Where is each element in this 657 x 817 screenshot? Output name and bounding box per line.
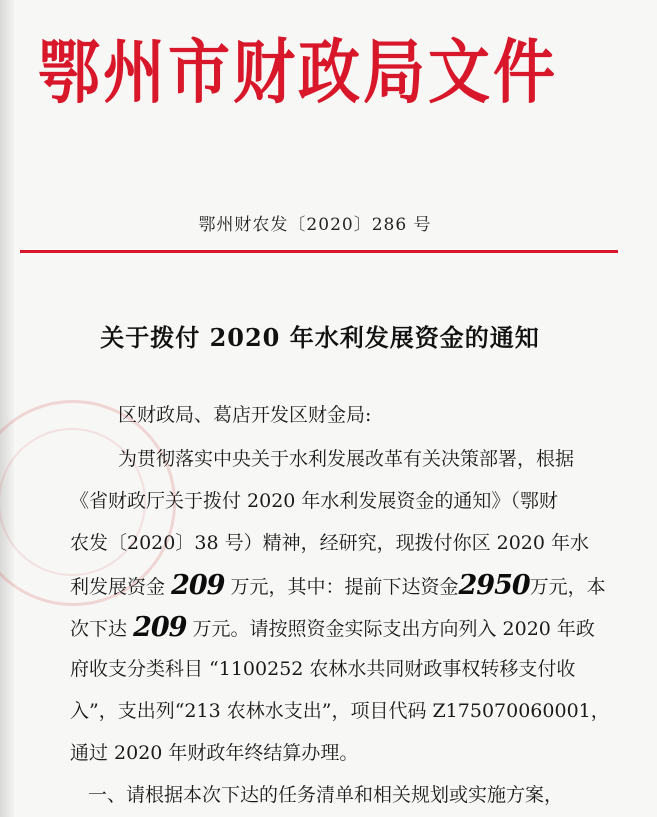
notice-title: 关于拨付 2020 年水利发展资金的通知 xyxy=(100,323,540,352)
body-line-1: 为贯彻落实中央关于水利发展改革有关决策部署，根据 xyxy=(118,448,575,470)
body-line-4-text-b: 万元，其中：提前下达资金 xyxy=(230,576,459,598)
scan-edge-shadow xyxy=(0,0,14,817)
document-number: 鄂州财农发〔2020〕286 号 xyxy=(198,215,432,235)
body-line-3: 农发〔2020〕38 号）精神，经研究，现拨付你区 2020 年水 xyxy=(70,532,590,554)
body-line-2: 《省财政厅关于拨付 2020 年水利发展资金的通知》（鄂财 xyxy=(70,490,558,512)
handwritten-amount-total: 209 xyxy=(171,570,225,601)
red-separator-line xyxy=(20,250,618,253)
body-line-5 xyxy=(70,612,595,642)
handwritten-amount-current: 209 xyxy=(133,612,187,643)
body-line-5-text-a: 次下达 xyxy=(70,618,128,640)
recipient-line: 区财政局、葛店开发区财金局: xyxy=(118,404,372,426)
document-header-title: 鄂州市财政局文件 xyxy=(38,31,559,113)
body-line-4-text-c: 万元，本 xyxy=(529,576,606,598)
body-line-6: 府收支分类科目 “1100252 农林水共同财政事权转移支付收 xyxy=(70,658,576,680)
body-line-8: 通过 2020 年财政年终结算办理。 xyxy=(70,742,359,764)
handwritten-amount-advance: 2950 xyxy=(458,570,530,601)
body-line-4-text-a: 利发展资金 xyxy=(70,576,166,598)
body-line-4 xyxy=(70,570,606,600)
body-line-9: 一、请根据本次下达的任务清单和相关规划或实施方案， xyxy=(88,784,564,806)
body-line-7: 入”，支出列“213 农林水支出”，项目代码 Z175070060001， xyxy=(70,700,610,722)
body-line-5-text-b: 万元。请按照资金实际支出方向列入 2020 年政 xyxy=(192,618,595,640)
